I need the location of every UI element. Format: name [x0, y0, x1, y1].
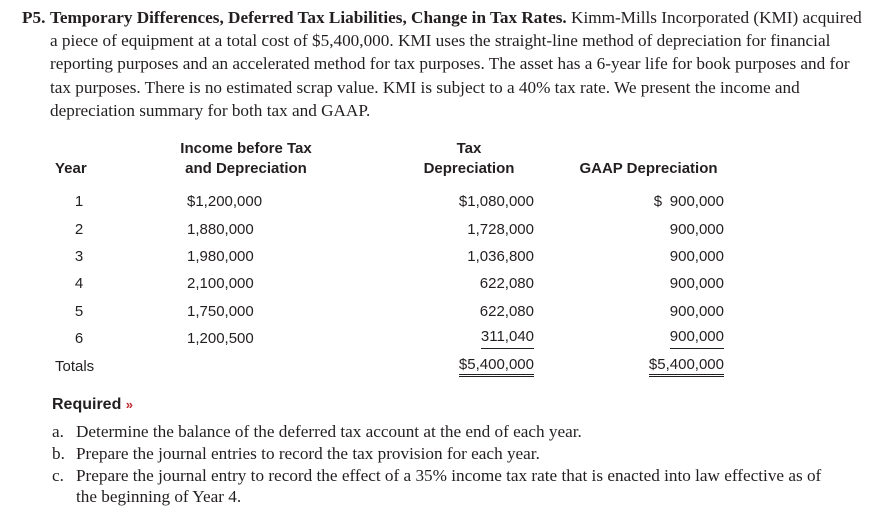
problem-statement	[22, 6, 862, 122]
required-label: Required	[52, 396, 122, 413]
cell-income: 1,980,000	[187, 247, 254, 265]
cell-year: 3	[74, 247, 84, 265]
header-gaap-depreciation: GAAP Depreciation	[579, 160, 718, 177]
totals-row	[55, 352, 748, 379]
totals-gaap-depreciation	[549, 352, 748, 379]
problem-body: Kimm-Mills Incorporated (KMI) acquired a piece of equipment at a total cost of $5,400,000. KMI uses the straight-line method of depreciation for financial reporting purposes and an accelerated method for tax purposes. The asset has a 6-year life for book purposes and for tax purposes. There is no estimated scrap value. KMI is subject to a 40% tax rate. We present the income and depreciation summary for both tax and GAAP.	[50, 8, 862, 120]
cell-gaap-depreciation	[549, 188, 748, 215]
cell-tax-depreciation: $1,080,000	[458, 193, 534, 211]
header-tax-line2: Depreciation	[423, 160, 515, 177]
problem-title: Temporary Differences, Deferred Tax Liabilities, Change in Tax Rates.	[50, 8, 567, 27]
cell-gaap-dollar-sign: $	[653, 193, 663, 211]
header-income	[103, 139, 389, 188]
cell-tax-value-underlined: 311,040	[481, 328, 534, 349]
table-row	[55, 270, 748, 297]
cell-tax-depreciation	[389, 325, 549, 352]
cell-income: 1,880,000	[187, 220, 254, 238]
totals-income-empty	[103, 352, 389, 379]
problem-number: P5.	[22, 8, 46, 27]
cell-year: 4	[74, 275, 84, 293]
cell-tax-depreciation: 622,080	[479, 302, 534, 320]
item-text: Determine the balance of the deferred tax account at the end of each year.	[76, 422, 582, 441]
totals-gaap-value: $5,400,000	[649, 356, 724, 377]
problem-text	[50, 6, 862, 122]
totals-label: Totals	[55, 357, 95, 375]
list-item	[52, 421, 842, 443]
table-row	[55, 243, 748, 270]
cell-year: 2	[74, 220, 84, 238]
item-label: a.	[52, 422, 64, 441]
cell-income: $1,200,000	[187, 193, 263, 211]
cell-gaap-depreciation: 900,000	[669, 302, 724, 320]
cell-year: 5	[74, 302, 84, 320]
header-income-line2: and Depreciation	[185, 160, 307, 177]
cell-gaap-depreciation: 900,000	[669, 220, 724, 238]
list-item	[52, 465, 842, 509]
requirements-list	[52, 421, 842, 508]
chevron-right-icon: »	[125, 397, 134, 412]
item-label: c.	[52, 465, 64, 485]
cell-tax-depreciation: 622,080	[479, 275, 534, 293]
cell-income: 1,750,000	[187, 302, 254, 320]
cell-income: 2,100,000	[187, 275, 254, 293]
table-header-row	[55, 139, 748, 188]
table-row	[55, 325, 748, 352]
totals-tax-value: $5,400,000	[459, 356, 534, 377]
cell-gaap-value-underlined: 900,000	[670, 328, 724, 349]
cell-gaap-depreciation: 900,000	[669, 275, 724, 293]
cell-gaap-depreciation: 900,000	[669, 247, 724, 265]
header-year: Year	[55, 160, 87, 177]
table-row	[55, 215, 748, 242]
list-item	[52, 443, 842, 465]
cell-year: 6	[74, 330, 84, 348]
cell-gaap-value: 900,000	[669, 193, 724, 211]
cell-gaap-depreciation	[549, 325, 748, 352]
cell-tax-depreciation: 1,728,000	[467, 220, 534, 238]
header-income-line1: Income before Tax	[180, 140, 312, 157]
cell-tax-depreciation: 1,036,800	[467, 247, 534, 265]
item-text: Prepare the journal entry to record the effect of a 35% income tax rate that is enacted into law effective as of the beginning of Year 4.	[76, 465, 822, 507]
table-row	[55, 298, 748, 325]
income-depreciation-table	[55, 139, 748, 380]
item-label: b.	[52, 443, 65, 463]
table-row	[55, 188, 748, 215]
totals-tax-depreciation	[389, 352, 549, 379]
required-heading	[52, 396, 133, 414]
item-text: Prepare the journal entries to record the tax provision for each year.	[76, 443, 540, 463]
header-tax-depreciation	[389, 139, 549, 188]
cell-income: 1,200,500	[187, 330, 254, 348]
cell-year: 1	[74, 193, 84, 211]
header-tax-line1: Tax	[456, 140, 482, 157]
